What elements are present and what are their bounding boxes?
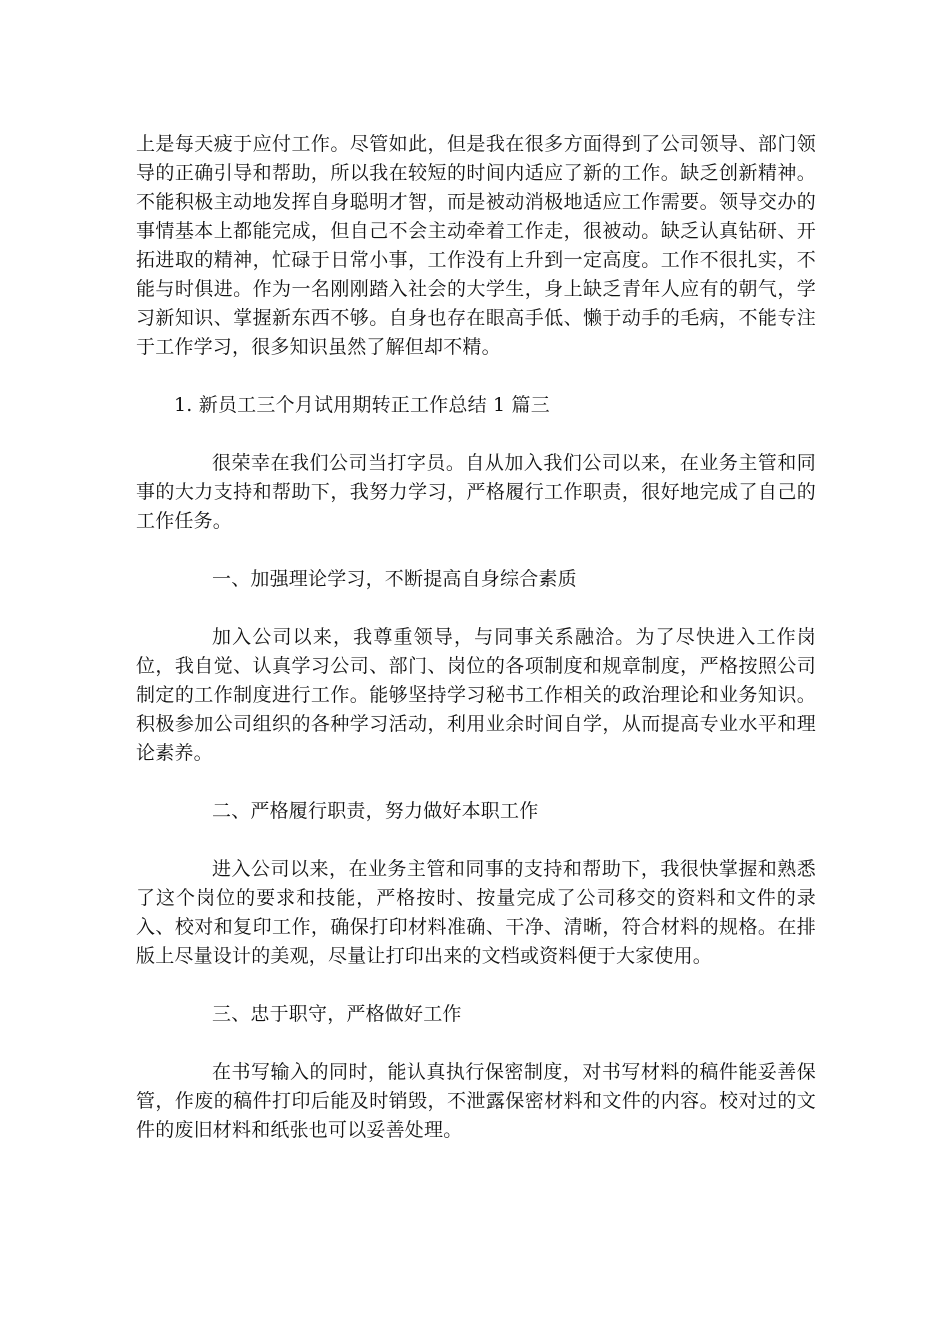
document-page <box>136 130 816 1145</box>
paragraph-two: 进入公司以来，在业务主管和同事的支持和帮助下，我很快掌握和熟悉了这个岗位的要求和技能，严格按时、按量完成了公司移交的资料和文件的录入、校对和复印工作，确保打印材料准确、干净、清晰，符合材料的规格。在排版上尽量设计的美观，尽量让打印出来的文档或资料便于大家使用。 <box>136 858 816 967</box>
heading-three: 三、忠于职守，严格做好工作 <box>212 1003 462 1025</box>
heading-one: 一、加强理论学习，不断提高自身综合素质 <box>212 568 577 590</box>
section-title: 1. 新员工三个月试用期转正工作总结 1 篇三 <box>174 394 550 416</box>
paragraph-one: 加入公司以来，我尊重领导，与同事关系融洽。为了尽快进入工作岗位，我自觉、认真学习公司、部门、岗位的各项制度和规章制度，严格按照公司制定的工作制度进行工作。能够坚持学习秘书工作相关的政治理论和业务知识。积极参加公司组织的各种学习活动，利用业余时间自学，从而提高专业水平和理论素养。 <box>136 626 816 764</box>
paragraph-intro: 很荣幸在我们公司当打字员。自从加入我们公司以来，在业务主管和同事的大力支持和帮助下，我努力学习，严格履行工作职责，很好地完成了自己的工作任务。 <box>136 452 816 532</box>
heading-two: 二、严格履行职责，努力做好本职工作 <box>212 800 539 822</box>
paragraph-three: 在书写输入的同时，能认真执行保密制度，对书写材料的稿件能妥善保管，作废的稿件打印后能及时销毁，不泄露保密材料和文件的内容。校对过的文件的废旧材料和纸张也可以妥善处理。 <box>136 1061 816 1141</box>
paragraph-continuation: 上是每天疲于应付工作。尽管如此，但是我在很多方面得到了公司领导、部门领导的正确引导和帮助，所以我在较短的时间内适应了新的工作。缺乏创新精神。不能积极主动地发挥自身聪明才智，而是被动消极地适应工作需要。领导交办的事情基本上都能完成，但自己不会主动牵着工作走，很被动。缺乏认真钻研、开拓进取的精神，忙碌于日常小事，工作没有上升到一定高度。工作不很扎实，不能与时俱进。作为一名刚刚踏入社会的大学生，身上缺乏青年人应有的朝气，学习新知识、掌握新东西不够。自身也存在眼高手低、懒于动手的毛病，不能专注于工作学习，很多知识虽然了解但却不精。 <box>136 133 816 358</box>
